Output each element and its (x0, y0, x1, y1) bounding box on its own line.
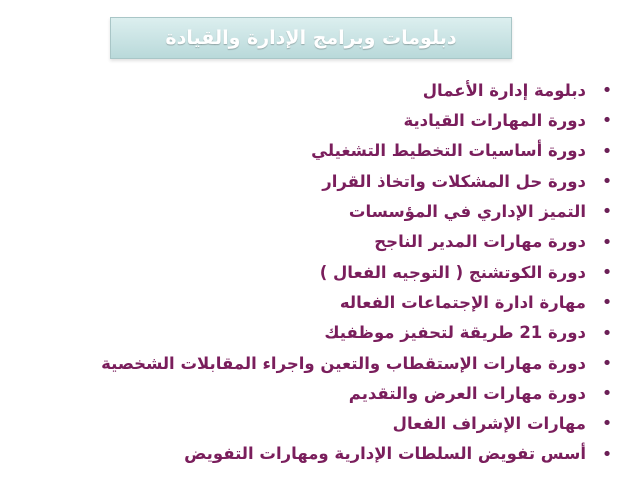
bullet-icon: • (601, 413, 613, 435)
bullet-icon: • (601, 171, 613, 193)
bullet-icon: • (601, 261, 613, 283)
bullet-icon: • (601, 322, 613, 344)
list-item-text: دورة المهارات القيادية (403, 111, 586, 131)
list-item-text: التميز الإداري في المؤسسات (348, 202, 586, 222)
bullet-icon: • (601, 443, 613, 465)
slide-title: دبلومات وبرامج الإدارة والقيادة (165, 27, 457, 49)
list-item-text: دورة أساسيات التخطيط التشغيلي (311, 141, 586, 161)
bullet-icon: • (601, 201, 613, 223)
list-item-text: مهارة ادارة الإجتماعات الفعاله (339, 292, 586, 312)
list-item (101, 167, 618, 197)
bullet-icon: • (601, 383, 613, 405)
list-item (101, 197, 618, 227)
list-item-text: أسس تفويض السلطات الإدارية ومهارات التفويض (184, 444, 586, 464)
list-item-text: دورة الكوتشنج ( التوجيه الفعال ) (319, 262, 586, 282)
title-banner (110, 17, 512, 59)
list-item (101, 258, 618, 288)
list-item-text: دورة حل المشكلات واتخاذ القرار (322, 171, 586, 191)
bullet-icon: • (601, 80, 613, 102)
list-item-text: دورة مهارات العرض والتقديم (348, 383, 586, 403)
bullet-icon: • (601, 352, 613, 374)
list-item (101, 349, 618, 379)
list-item-text: دورة مهارات المدير الناجح (374, 232, 586, 252)
bullet-icon: • (601, 292, 613, 314)
list-item (101, 76, 618, 106)
list-item-text: دورة مهارات الإستقطاب والتعين واجراء المقابلات الشخصية (101, 353, 586, 373)
list-item (101, 440, 618, 470)
bullet-icon: • (601, 231, 613, 253)
list-item (101, 379, 618, 409)
list-item-text: دبلومة إدارة الأعمال (422, 80, 586, 100)
list-item (101, 288, 618, 318)
list-item-text: مهارات الإشراف الفعال (392, 414, 586, 434)
list-item (101, 227, 618, 257)
list-item (101, 137, 618, 167)
list-item (101, 409, 618, 439)
bullet-icon: • (601, 140, 613, 162)
list-item-text: دورة 21 طريقة لتحفيز موظفيك (324, 323, 586, 343)
bullet-icon: • (601, 110, 613, 132)
list-item (101, 318, 618, 348)
list-item (101, 106, 618, 136)
course-list (101, 76, 618, 470)
